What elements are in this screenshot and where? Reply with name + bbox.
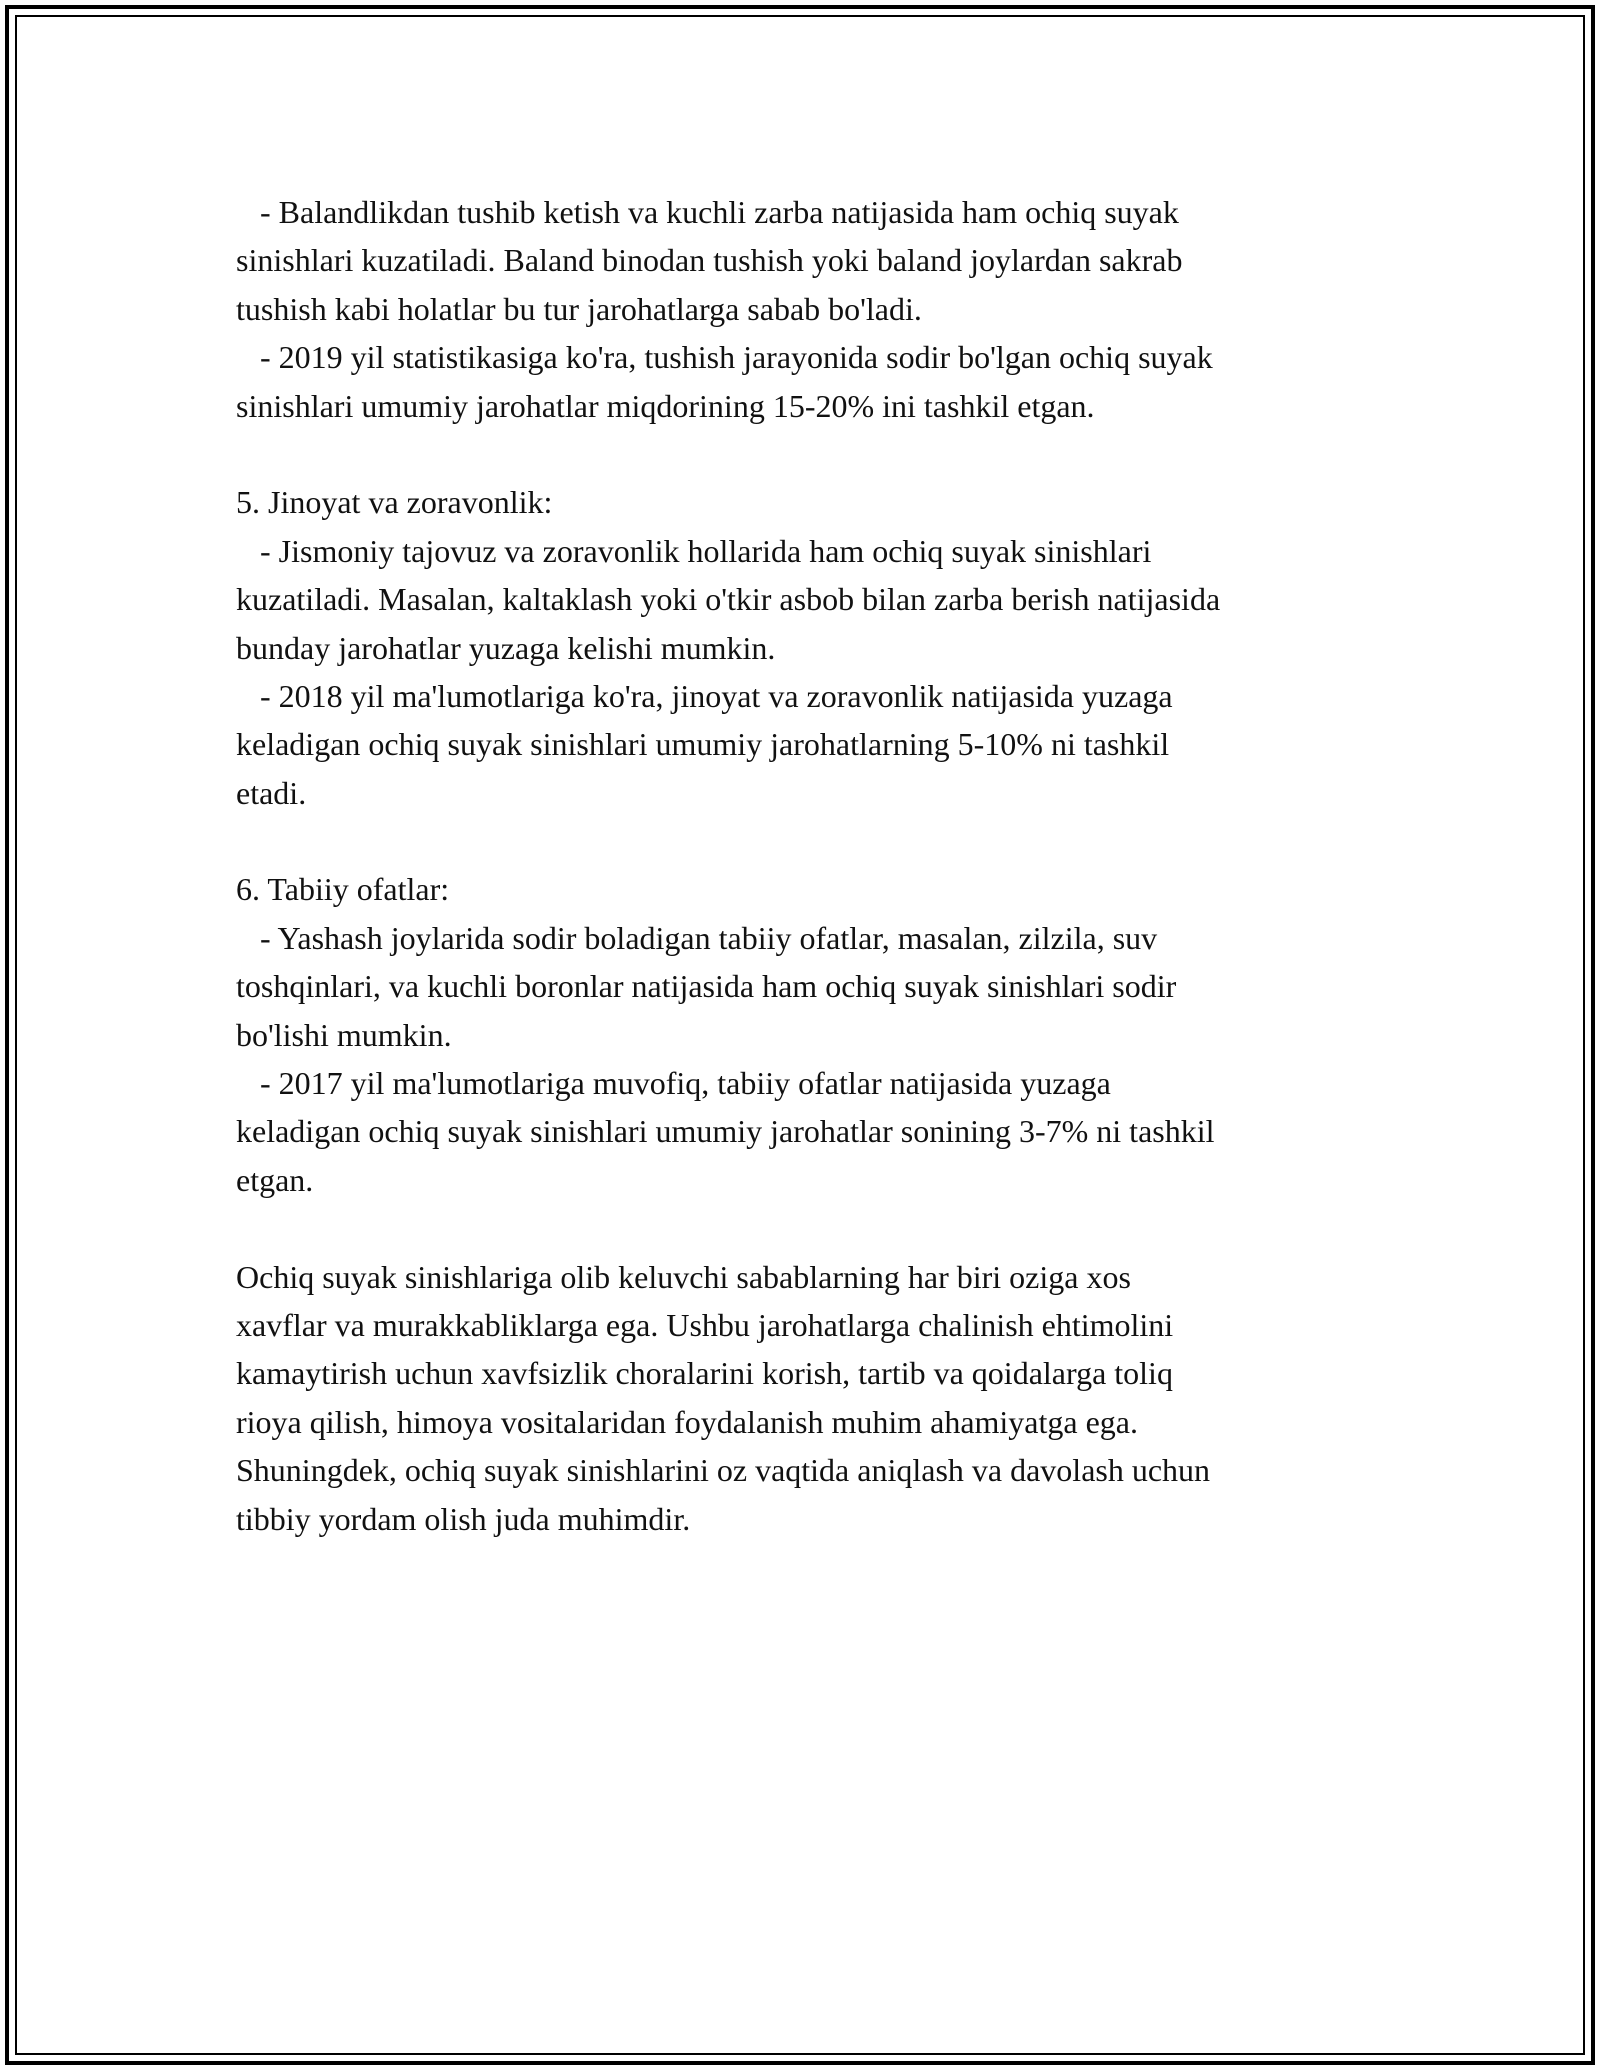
text-line: - Jismoniy tajovuz va zoravonlik hollarida ham ochiq suyak sinishlari xyxy=(236,532,1152,569)
text-line: - 2017 yil ma'lumotlariga muvofiq, tabiiy ofatlar natijasida yuzaga xyxy=(236,1065,1111,1102)
text-line: Ochiq suyak sinishlariga olib keluvchi sabablarning har biri oziga xos xyxy=(236,1258,1131,1295)
text-line: Shuningdek, ochiq suyak sinishlarini oz vaqtida aniqlash va davolash uchun xyxy=(236,1452,1211,1489)
paragraph-gap xyxy=(236,1204,1376,1252)
document-body xyxy=(236,188,1376,1543)
text-line: rioya qilish, himoya vositalaridan foydalanish muhim ahamiyatga ega. xyxy=(236,1403,1138,1440)
text-line: tushish kabi holatlar bu tur jarohatlarga sabab bo'ladi. xyxy=(236,290,922,327)
text-line: - Balandlikdan tushib ketish va kuchli zarba natijasida ham ochiq suyak xyxy=(236,194,1179,230)
paragraph-gap xyxy=(236,817,1376,865)
text-line: - 2018 yil ma'lumotlariga ko'ra, jinoyat va zoravonlik natijasida yuzaga xyxy=(236,677,1173,714)
section-heading: 6. Tabiiy ofatlar: xyxy=(236,871,450,908)
section-heading: 5. Jinoyat va zoravonlik: xyxy=(236,484,553,521)
text-line: sinishlari kuzatiladi. Baland binodan tushish yoki baland joylardan sakrab xyxy=(236,242,1183,279)
text-line: bo'lishi mumkin. xyxy=(236,1016,452,1053)
text-line: bunday jarohatlar yuzaga kelishi mumkin. xyxy=(236,629,776,666)
text-line: kamaytirish uchun xavfsizlik choralarini korish, tartib va qoidalarga toliq xyxy=(236,1355,1173,1392)
text-line: keladigan ochiq suyak sinishlari umumiy jarohatlar sonining 3-7% ni tashkil xyxy=(236,1113,1215,1150)
text-line: tibbiy yordam olish juda muhimdir. xyxy=(236,1500,691,1537)
paragraph-gap xyxy=(236,430,1376,478)
text-line: etadi. xyxy=(236,774,307,811)
text-line: etgan. xyxy=(236,1161,314,1198)
text-line: toshqinlari, va kuchli boronlar natijasida ham ochiq suyak sinishlari sodir xyxy=(236,968,1177,1005)
text-line: - Yashash joylarida sodir boladigan tabiiy ofatlar, masalan, zilzila, suv xyxy=(236,919,1158,956)
text-line: keladigan ochiq suyak sinishlari umumiy jarohatlarning 5-10% ni tashkil xyxy=(236,726,1170,763)
text-line: kuzatiladi. Masalan, kaltaklash yoki o'tkir asbob bilan zarba berish natijasida xyxy=(236,581,1221,618)
text-line: xavflar va murakkabliklarga ega. Ushbu jarohatlarga chalinish ehtimolini xyxy=(236,1306,1174,1343)
text-line: sinishlari umumiy jarohatlar miqdorining 15-20% ini tashkil etgan. xyxy=(236,387,1095,424)
text-line: - 2019 yil statistikasiga ko'ra, tushish jarayonida sodir bo'lgan ochiq suyak xyxy=(236,339,1213,376)
